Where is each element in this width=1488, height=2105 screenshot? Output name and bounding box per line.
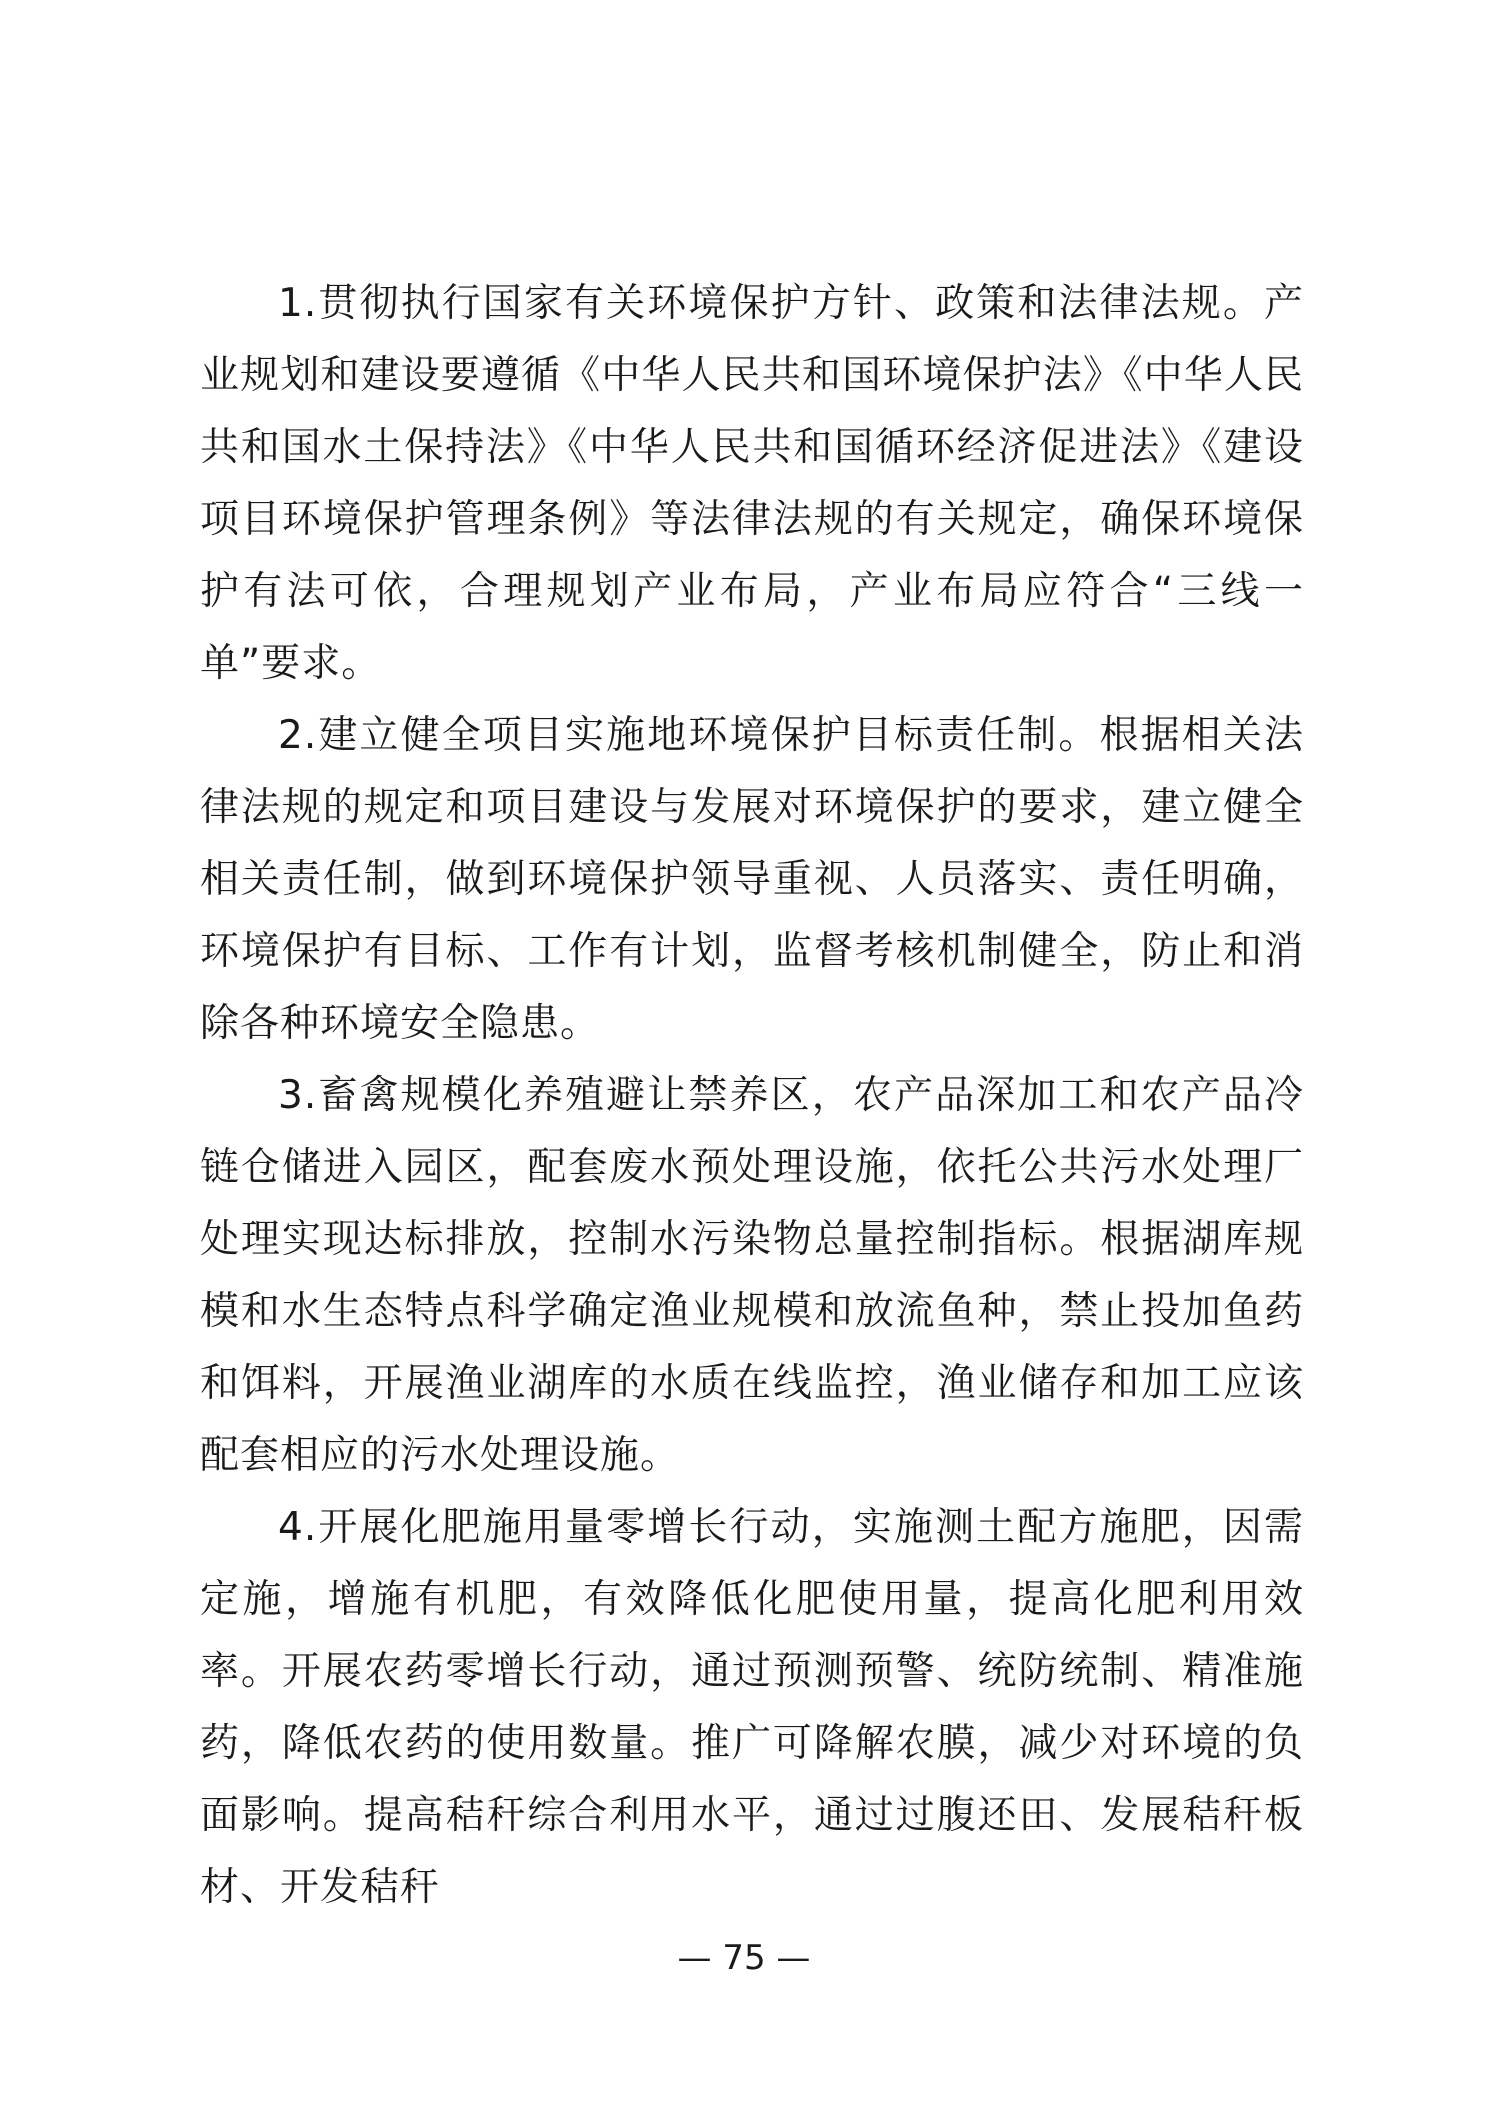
paragraph-number: 4. [278, 1505, 318, 1550]
paragraph-text: 畜禽规模化养殖避让禁养区，农产品深加工和农产品冷链仓储进入园区，配套废水预处理设施，依托公共污水处理厂处理实现达标排放，控制水污染物总量控制指标。根据湖库规模和水生态特点科学确定渔业规模和放流鱼种，禁止投加鱼药和饵料，开展渔业湖库的水质在线监控，渔业储存和加工应该配套相应的污水处理设施。 [200, 1073, 1304, 1478]
paragraph-number: 2. [278, 713, 318, 758]
paragraph-4 [200, 1492, 1304, 1924]
paragraph-number: 1. [278, 281, 318, 326]
paragraph-2 [200, 700, 1304, 1060]
paragraph-number: 3. [278, 1073, 318, 1118]
page-number: — 75 — [677, 1938, 811, 1978]
paragraph-text: 开展化肥施用量零增长行动，实施测土配方施肥，因需定施，增施有机肥，有效降低化肥使用量，提高化肥利用效率。开展农药零增长行动，通过预测预警、统防统制、精准施药，降低农药的使用数量。推广可降解农膜，减少对环境的负面影响。提高秸秆综合利用水平，通过过腹还田、发展秸秆板材、开发秸秆 [200, 1505, 1304, 1910]
paragraph-3 [200, 1060, 1304, 1492]
paragraph-1 [200, 268, 1304, 700]
paragraph-text: 贯彻执行国家有关环境保护方针、政策和法律法规。产业规划和建设要遵循《中华人民共和国环境保护法》《中华人民共和国水土保持法》《中华人民共和国循环经济促进法》《建设项目环境保护管理条例》等法律法规的有关规定，确保环境保护有法可依，合理规划产业布局，产业布局应符合“三线一单”要求。 [200, 281, 1304, 686]
paragraph-text: 建立健全项目实施地环境保护目标责任制。根据相关法律法规的规定和项目建设与发展对环境保护的要求，建立健全相关责任制，做到环境保护领导重视、人员落实、责任明确，环境保护有目标、工作有计划，监督考核机制健全，防止和消除各种环境安全隐患。 [200, 713, 1304, 1046]
document-body [200, 268, 1304, 1924]
